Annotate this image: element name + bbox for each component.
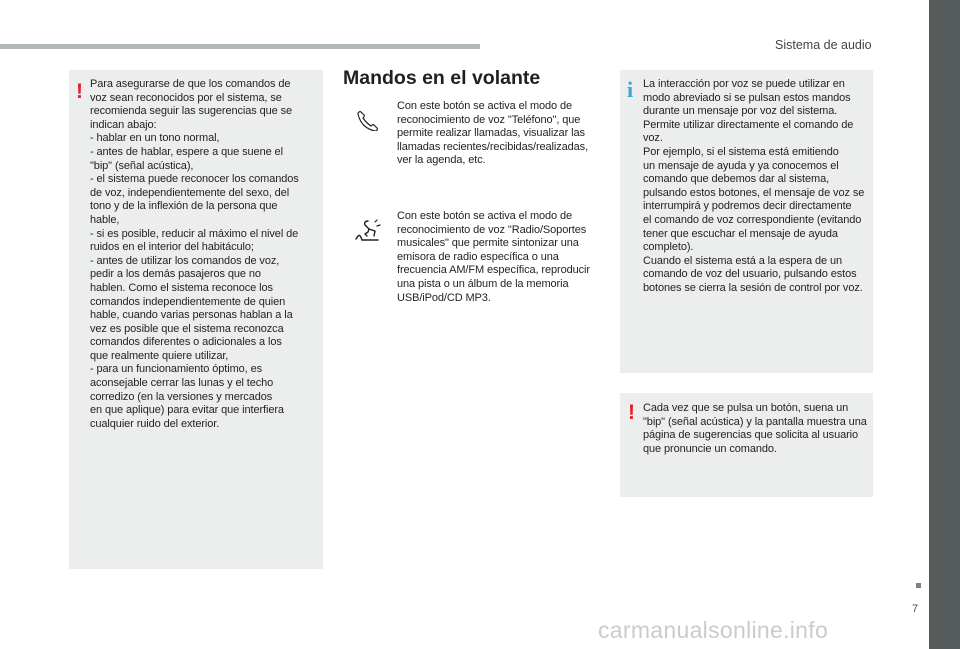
continuation-marker [916,583,921,588]
beep-warning-text: Cada vez que se pulsa un botón, suena un "bip" (señal acústica) y la pantalla muestra una página de sugerencias que solicita al usuario que pronuncie un comando. [643,402,867,455]
phone-button-description: Con este botón se activa el modo de reconocimiento de voz "Teléfono", que permite realizar llamadas, visualizar las llamadas recientes/recibidas/realizadas, ver la agenda, etc. [397,100,589,167]
voice-tips-text: Para asegurarse de que los comandos de voz sean reconocidos por el sistema, se recomienda seguir las sugerencias que se indican abajo: - hablar en un tono normal, - antes de hablar, espere a que suene el "bip" (señal acústica), - el sistema puede reconocer los comandos de voz, independientemente del sexo, del tono y de la inflexión de la persona que hable, - si es posible, reducir al máximo el nivel de ruidos en el interior del habitáculo; - antes de utilizar los comandos de voz, pedir a los demás pasajeros que no hablen. Como el sistema reconoce los comandos independientemente de quien hable, cuando varias personas hablan a la vez es posible que el sistema reconozca comandos diferentes o adicionales a los que realmente quiere utilizar, - para un funcionamiento óptimo, es aconsejable cerrar las lunas y el techo corredizo (en la versiones y mercados en que aplique) para evitar que interfiera cualquier ruido del exterior. [90,78,299,430]
page-edge-bar [929,0,960,649]
page-number: 7 [912,603,919,615]
watermark: carmanualsonline.info [598,617,829,643]
voice-command-icon [355,218,381,244]
warning-icon: ! [76,80,83,103]
warning-icon: ! [628,401,635,424]
info-icon: i [627,77,634,102]
shortcut-info-text: La interacción por voz se puede utilizar en modo abreviado si se pulsan estos mandos durante un mensaje por voz del sistema. Permite utilizar directamente el comando de voz. Por ejemplo, si el sistema está emitiendo un mensaje de ayuda y ya conocemos el comando que debemos dar al sistema, pulsando estos botones, el mensaje de voz se interrumpirá y podremos decir directamente el comando de voz correspondiente (evitando tener que escuchar el mensaje de ayuda completo). Cuando el sistema está a la espera de un comando de voz del usuario, pulsando estos botones se cierra la sesión de control por voz. [643,78,865,294]
header-rule [0,44,480,49]
phone-icon [355,109,381,131]
voice-button-description: Con este botón se activa el modo de reconocimiento de voz "Radio/Soportes musicales" que permite sintonizar una emisora de radio específica o una frecuencia AM/FM específica, reproducir una pista o un álbum de la memoria USB/iPod/CD MP3. [397,210,590,304]
page-heading: Mandos en el volante [343,67,541,89]
section-title: Sistema de audio [775,38,872,52]
